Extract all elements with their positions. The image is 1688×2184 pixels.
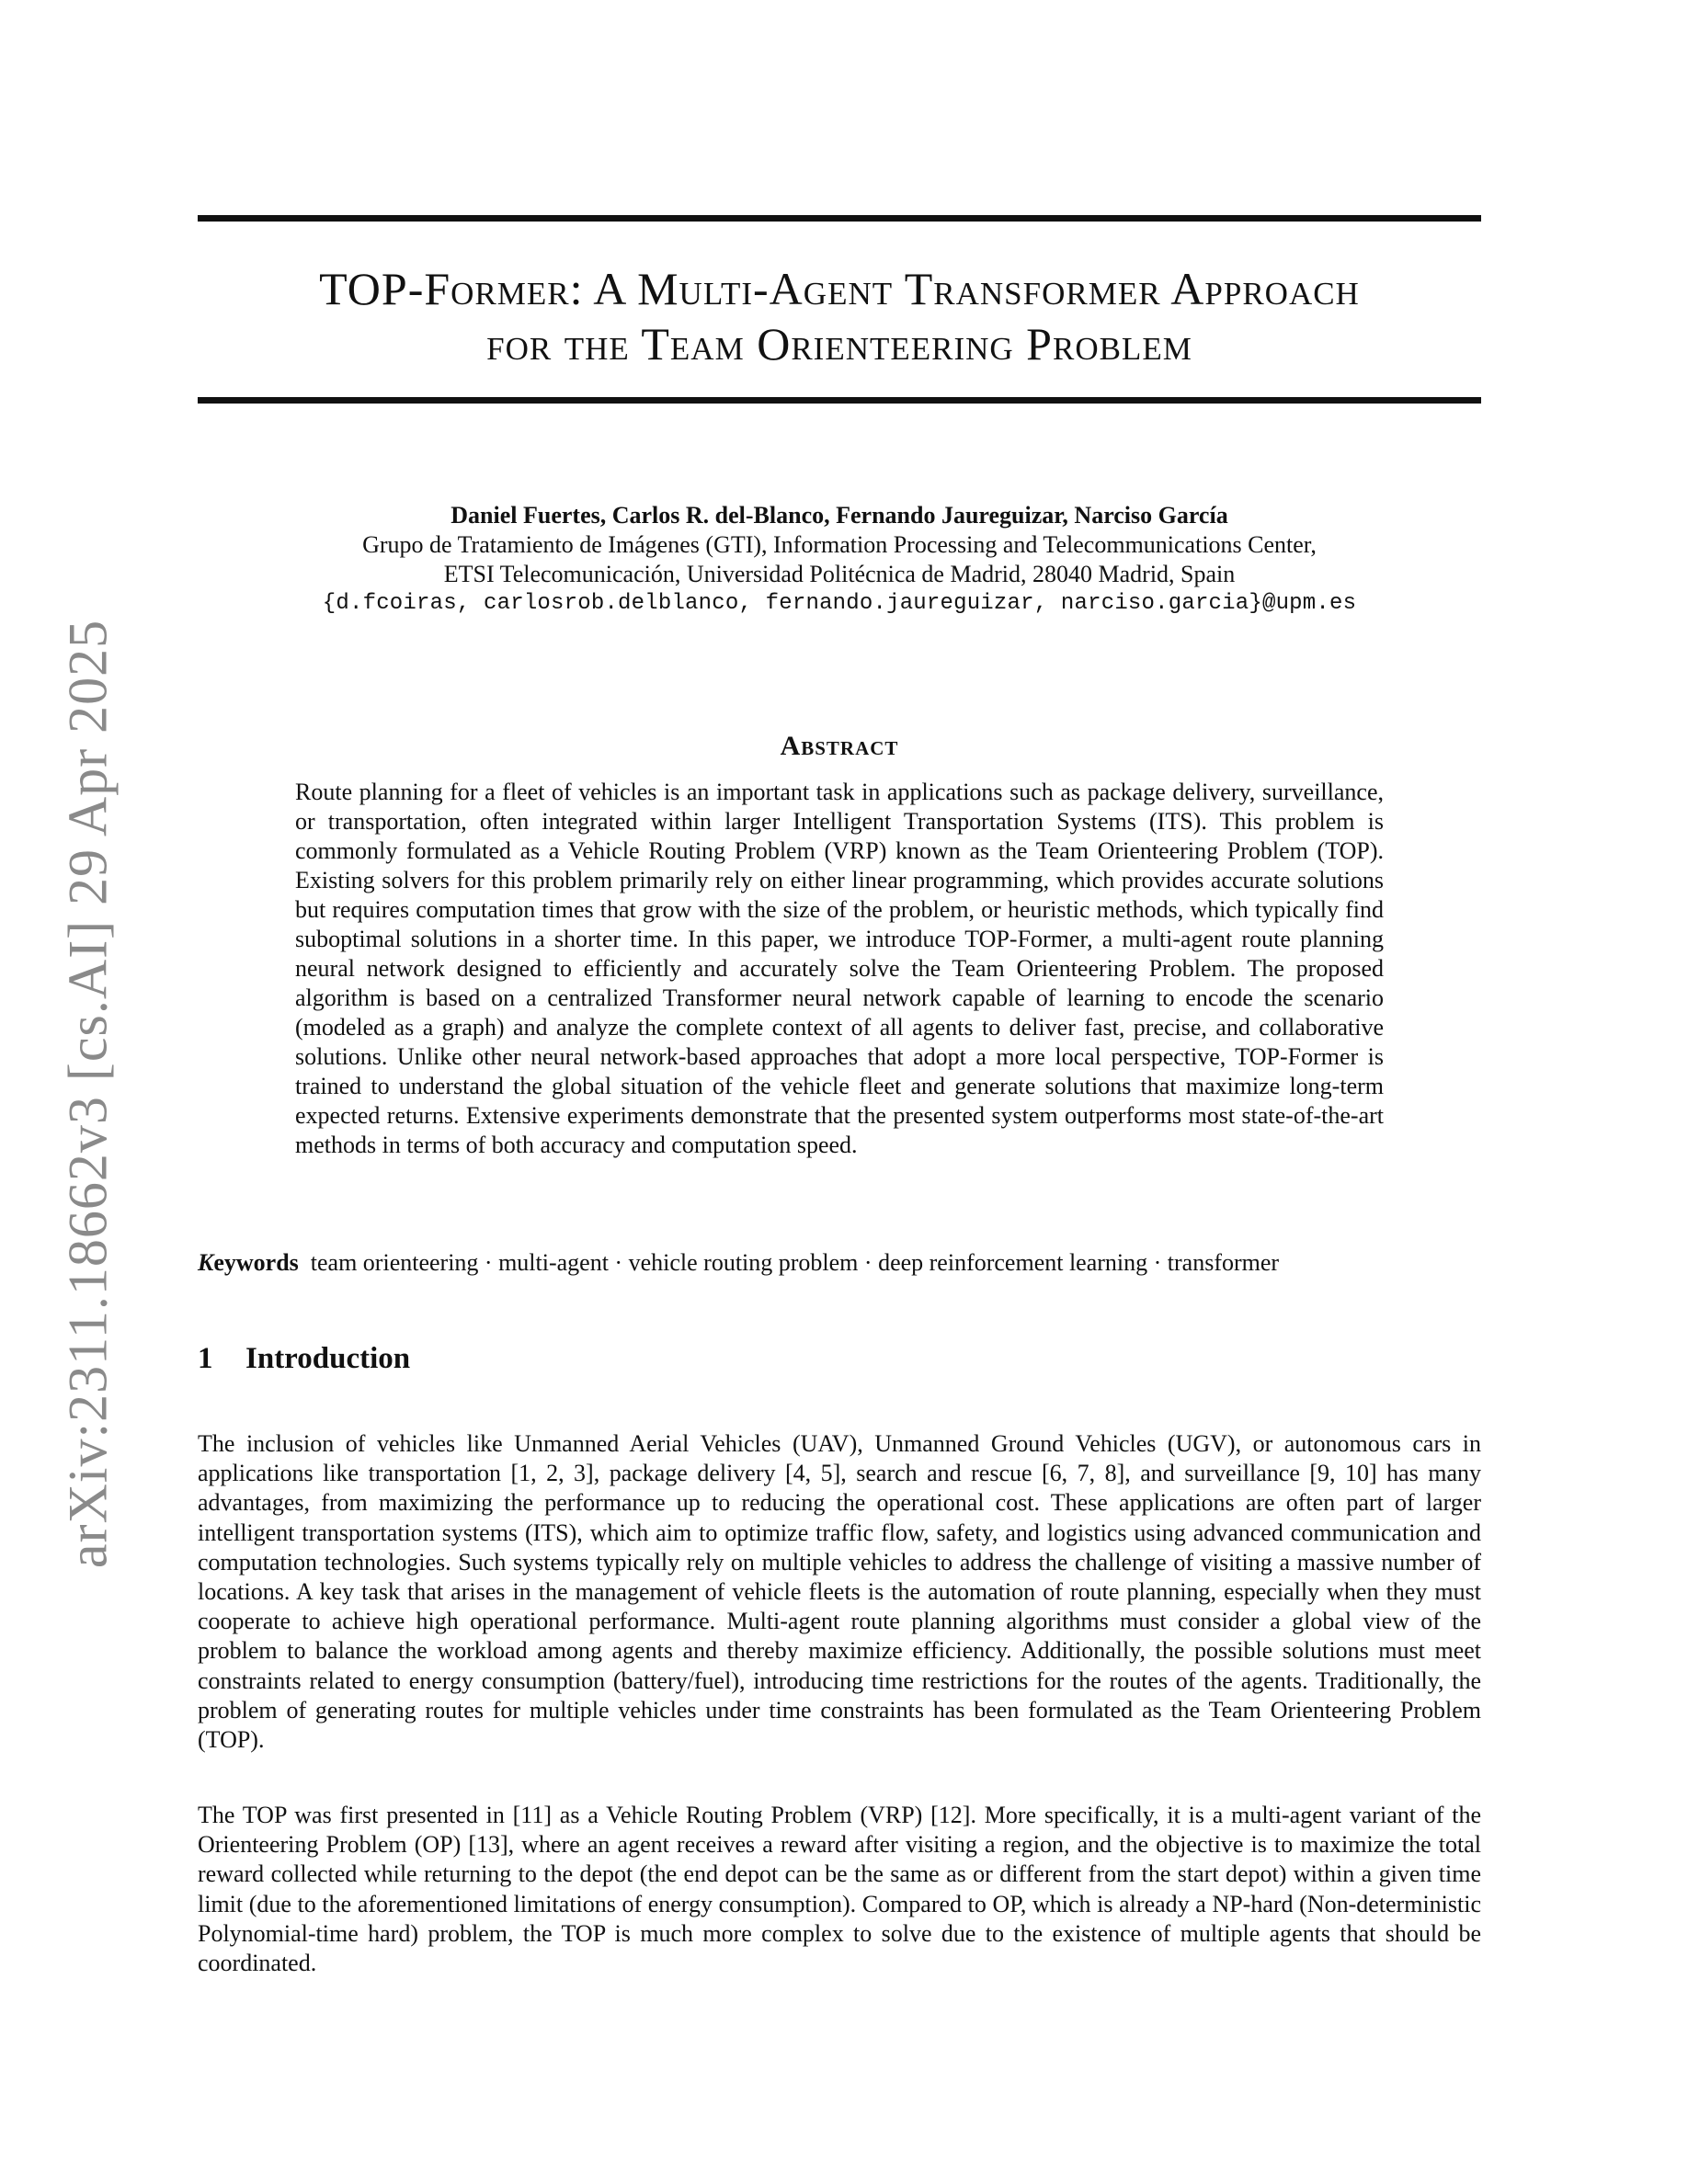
introduction-paragraph-2: The TOP was first presented in [11] as a Vehicle Routing Problem (VRP) [12]. More specifically, it is a multi-agent variant of the Orienteering Problem (OP) [13], where an agent receives a reward after visiting a region, and the objective is to maximize the total reward collected while returning to the depot (the end depot can be the same as or different from the start depot) within a given time limit (due to the aforementioned limitations of energy consumption). Compared to OP, which is already a NP-hard (Non-deterministic Polynomial-time hard) problem, the TOP is much more complex to solve due to the existence of multiple agents that should be coordinated. [198, 1802, 1481, 1977]
paper-title-line-1: TOP-Former: A Multi-Agent Transformer Approach [319, 263, 1360, 314]
keywords-text: team orienteering · multi-agent · vehicle routing problem · deep reinforcement learning · transformer [310, 1249, 1280, 1276]
introduction-paragraph-1: The inclusion of vehicles like Unmanned Aerial Vehicles (UAV), Unmanned Ground Vehicles (UGV), or autonomous cars in applications like transportation [1, 2, 3], package delivery [4, 5], search and rescue [6, 7, 8], and surveillance [9, 10] has many advantages, from maximizing the performance up to reducing the operational cost. These applications are often part of larger intelligent transportation systems (ITS), which aim to optimize traffic flow, safety, and logistics using advanced communication and computation technologies. Such systems typically rely on multiple vehicles to address the challenge of visiting a massive number of locations. A key task that arises in the management of vehicle fleets is the automation of route planning, especially when they must cooperate to achieve high operational performance. Multi-agent route planning algorithms must consider a global view of the problem to balance the workload among agents and thereby maximize efficiency. Additionally, the possible solutions must meet constraints related to energy consumption (battery/fuel), introducing time restrictions for the routes of the agents. Traditionally, the problem of generating routes for multiple vehicles under time constraints has been formulated as the Team Orienteering Problem (TOP). [198, 1430, 1481, 1754]
paper-title [198, 261, 1481, 371]
author-names: Daniel Fuertes, Carlos R. del-Blanco, Fernando Jaureguizar, Narciso García [451, 502, 1228, 529]
paper-title-line-2: for the Team Orienteering Problem [486, 318, 1192, 370]
author-emails: {d.fcoiras, carlosrob.delblanco, fernando.jaureguizar, narciso.garcia}@upm.es [322, 591, 1357, 616]
affiliation-line-2: ETSI Telecomunicación, Universidad Politécnica de Madrid, 28040 Madrid, Spain [443, 561, 1236, 587]
section-number: 1 [198, 1342, 213, 1375]
keywords-label [198, 1249, 299, 1276]
keywords-label-initial: K [198, 1249, 214, 1276]
section-title: Introduction [245, 1342, 411, 1375]
title-rule-bottom [198, 397, 1481, 404]
arxiv-identifier-stamp: arXiv:2311.18662v3 [cs.AI] 29 Apr 2025 [57, 619, 119, 1569]
title-rule-top [198, 215, 1481, 222]
keywords-label-rest: eywords [213, 1249, 299, 1276]
abstract-heading: Abstract [780, 731, 899, 761]
author-block [198, 501, 1481, 619]
section-heading-introduction [198, 1342, 410, 1376]
abstract-text: Route planning for a fleet of vehicles is an important task in applications such as package delivery, surveillance, or transportation, often integrated within larger Intelligent Transportation Systems (ITS). This problem is commonly formulated as a Vehicle Routing Problem (VRP) known as the Team Orienteering Problem (TOP). Existing solvers for this problem primarily rely on either linear programming, which provides accurate solutions but requires computation times that grow with the size of the problem, or heuristic methods, which typically find suboptimal solutions in a shorter time. In this paper, we introduce TOP-Former, a multi-agent route planning neural network designed to efficiently and accurately solve the Team Orienteering Problem. The proposed algorithm is based on a centralized Transformer neural network capable of learning to encode the scenario (modeled as a graph) and analyze the complete context of all agents to deliver fast, precise, and collaborative solutions. Unlike other neural network-based approaches that adopt a more local perspective, TOP-Former is trained to understand the global situation of the vehicle fleet and generate solutions that maximize long-term expected returns. Extensive experiments demonstrate that the presented system outperforms most state-of-the-art methods in terms of both accuracy and computation speed. [295, 779, 1384, 1158]
keywords-line [198, 1248, 1481, 1278]
affiliation-line-1: Grupo de Tratamiento de Imágenes (GTI), Information Processing and Telecommunications Center, [362, 531, 1317, 558]
